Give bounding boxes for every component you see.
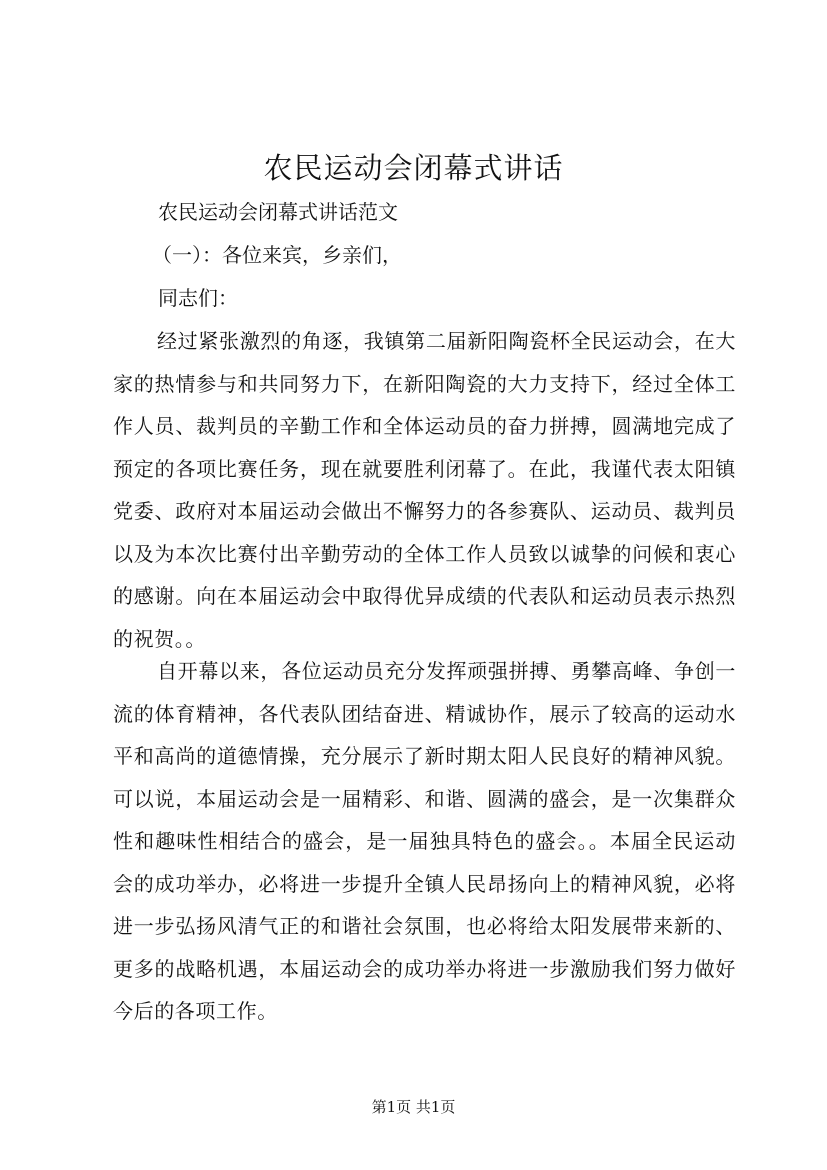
body-paragraph-1: 经过紧张激烈的角逐，我镇第二届新阳陶瓷杯全民运动会，在大家的热情参与和共同努力下，在新阳陶瓷的大力支持下，经过全体工作人员、裁判员的辛勤工作和全体运动员的奋力拼搏，圆满地完成了预定的各项比赛任务，现在就要胜利闭幕了。在此，我谨代表太阳镇党委、政府对本届运动会做出不懈努力的各参赛队、运动员、裁判员以及为本次比赛付出辛勤劳动的全体工作人员致以诚挚的问候和衷心的感谢。向在本届运动会中取得优异成绩的代表队和运动员表示热烈的祝贺。。 (113, 329, 736, 651)
greeting-line-2: 同志们： (158, 286, 238, 310)
greeting-line-1: （一）：各位来宾，乡亲们， (152, 243, 402, 267)
document-title: 农民运动会闭幕式讲话 (263, 151, 564, 185)
document-subtitle: 农民运动会闭幕式讲话范文 (158, 200, 398, 224)
page-number: 第1页 共1页 (371, 1098, 456, 1116)
body-paragraph-2: 自开幕以来，各位运动员充分发挥顽强拼搏、勇攀高峰、争创一流的体育精神，各代表队团结奋进、精诚协作，展示了较高的运动水平和高尚的道德情操，充分展示了新时期太阳人民良好的精神风貌。可以说，本届运动会是一届精彩、和谐、圆满的盛会，是一次集群众性和趣味性相结合的盛会，是一届独具特色的盛会。。本届全民运动会的成功举办，必将进一步提升全镇人民昂扬向上的精神风貌，必将进一步弘扬风清气正的和谐社会氛围，也必将给太阳发展带来新的、更多的战略机遇，本届运动会的成功举办将进一步激励我们努力做好今后的各项工作。 (113, 659, 736, 1023)
